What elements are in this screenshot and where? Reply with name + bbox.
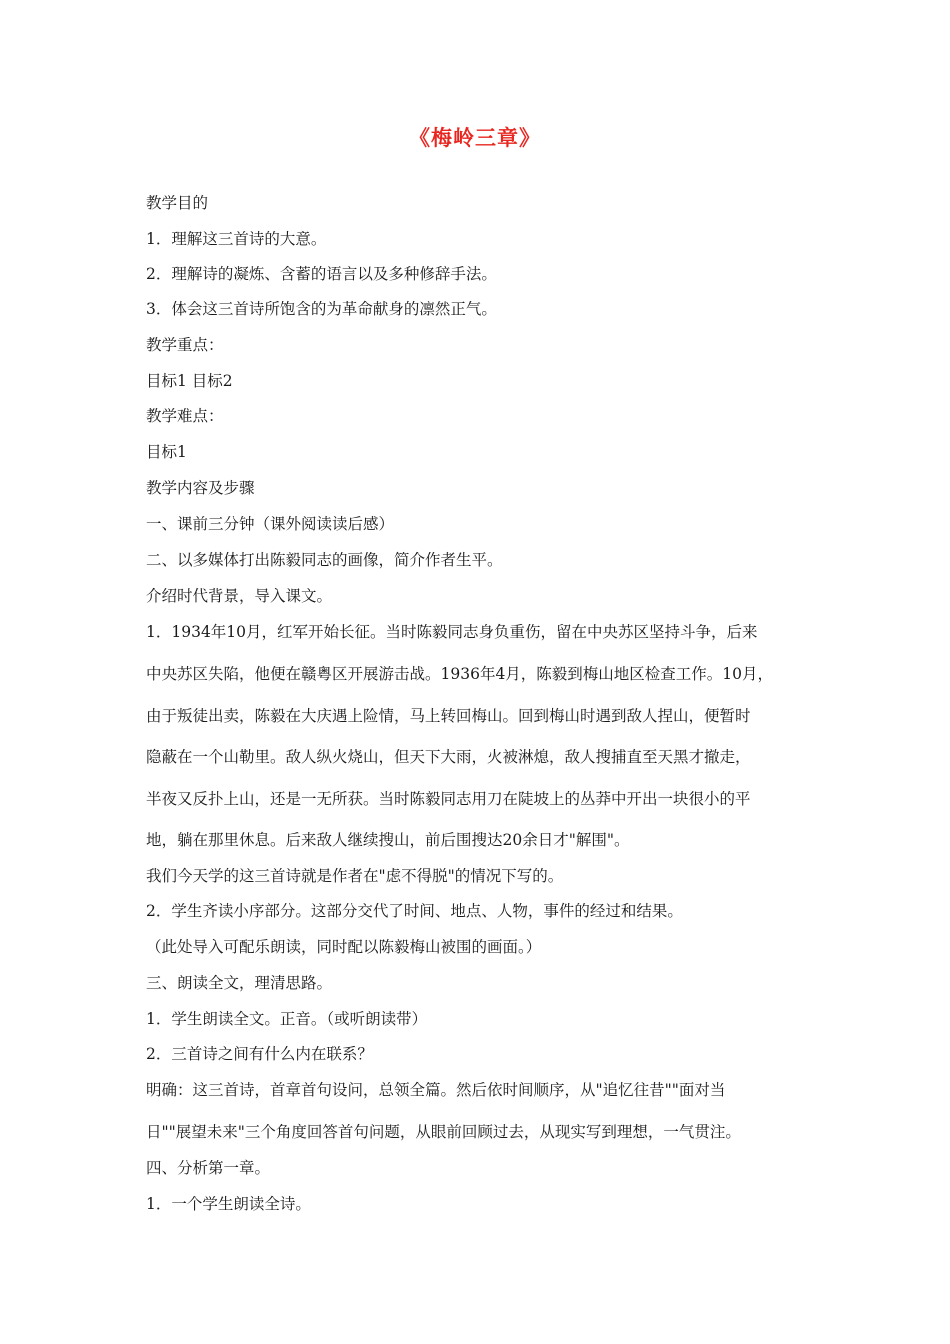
text-line: 目标1 目标2 [146, 372, 233, 390]
text-line: 教学难点： [146, 407, 224, 425]
text-line: 2．三首诗之间有什么内在联系？ [146, 1045, 373, 1063]
text-line: 明确：这三首诗，首章首句设问，总领全篇。然后依时间顺序，从"追忆往昔""面对当 [146, 1081, 726, 1099]
text-line: 介绍时代背景，导入课文。 [146, 587, 333, 605]
text-line: 我们今天学的这三首诗就是作者在"虑不得脱"的情况下写的。 [146, 867, 564, 885]
text-line: 隐蔽在一个山勒里。敌人纵火烧山，但天下大雨，火被淋熄，敌人搜捕直至天黑才撤走， [146, 748, 751, 766]
text-line: 三、朗读全文，理清思路。 [146, 974, 333, 992]
text-line: 1．一个学生朗读全诗。 [146, 1195, 311, 1213]
text-line: 半夜又反扑上山，还是一无所获。当时陈毅同志用刀在陡坡上的丛莽中开出一块很小的平 [146, 790, 751, 808]
text-line: 2．理解诗的凝炼、含蓄的语言以及多种修辞手法。 [146, 265, 497, 283]
text-line: 中央苏区失陷，他便在赣粤区开展游击战。1936年4月，陈毅到梅山地区检查工作。10月， [146, 665, 774, 683]
text-line: 由于叛徒出卖，陈毅在大庆遇上险情，马上转回梅山。回到梅山时遇到敌人捏山，便暂时 [146, 707, 751, 725]
text-line: （此处导入可配乐朗读，同时配以陈毅梅山被围的画面。） [146, 938, 542, 956]
text-line: 日""展望未来"三个角度回答首句问题，从眼前回顾过去，从现实写到理想，一气贯注。 [146, 1123, 741, 1141]
text-line: 二、以多媒体打出陈毅同志的画像，简介作者生平。 [146, 551, 503, 569]
text-line: 1．理解这三首诗的大意。 [146, 230, 327, 248]
text-line: 目标1 [146, 443, 187, 461]
text-line: 2．学生齐读小序部分。这部分交代了时间、地点、人物，事件的经过和结果。 [146, 902, 683, 920]
text-line: 3．体会这三首诗所饱含的为革命献身的凛然正气。 [146, 300, 497, 318]
text-line: 1．学生朗读全文。正音。（或听朗读带） [146, 1010, 428, 1028]
text-line: 教学重点： [146, 336, 224, 354]
text-line: 教学内容及步骤 [146, 479, 255, 497]
text-line: 1．1934年10月，红军开始长征。当时陈毅同志身负重伤，留在中央苏区坚持斗争，后来 [146, 623, 758, 641]
document-title: 《梅岭三章》 [409, 125, 541, 150]
text-line: 地，躺在那里休息。后来敌人继续搜山，前后围搜达20余日才"解围"。 [146, 831, 630, 849]
text-line: 四、分析第一章。 [146, 1159, 271, 1177]
text-line: 一、课前三分钟（课外阅读读后感） [146, 515, 395, 533]
text-line: 教学目的 [146, 194, 209, 212]
